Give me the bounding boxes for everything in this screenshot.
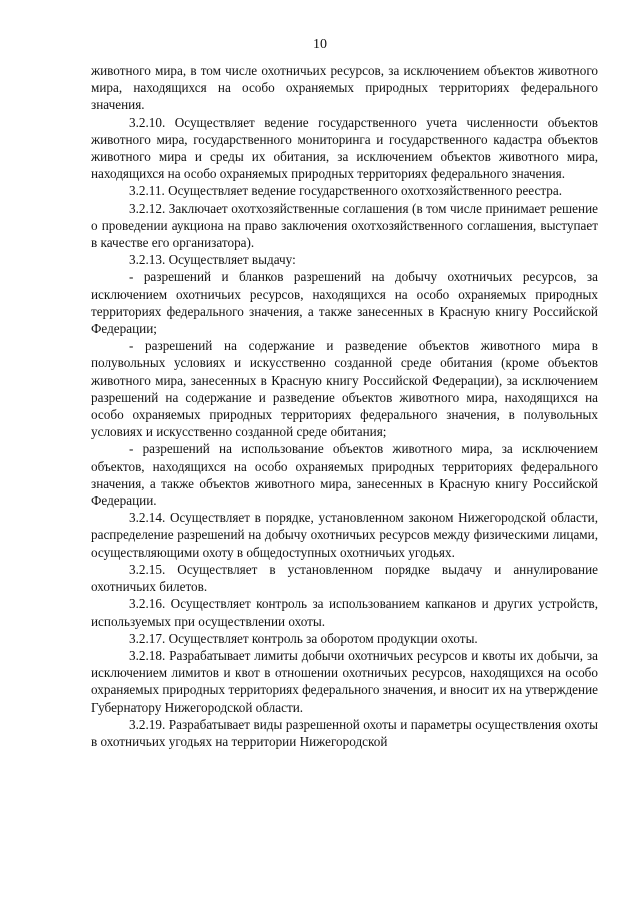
list-item-usage-permits: - разрешений на использование объектов животного мира, за исключением объектов, находящихся на особо охраняемых природных территориях федерального значения, а также объектов животного мира, занесенных в Красную книгу Российской Федерации. (91, 441, 598, 509)
paragraph-3-2-12: 3.2.12. Заключает охотхозяйственные соглашения (в том числе принимает решение о проведении аукциона на право заключения охотхозяйственного соглашения, выступает в качестве его организатора). (91, 200, 598, 251)
list-item-keeping-permits: - разрешений на содержание и разведение объектов животного мира в полувольных условиях и искусственно созданной среде обитания (кроме объектов животного мира, занесенных в Красную книгу Российской Федерации), за исключением разрешений на содержание и разведение объектов животного мира, находящихся на особо охраняемых природных территориях федерального значения, в полувольных условиях и искусственно созданной среде обитания; (91, 338, 598, 440)
paragraph-3-2-17: 3.2.17. Осуществляет контроль за оборотом продукции охоты. (129, 630, 478, 646)
paragraph-3-2-18: 3.2.18. Разрабатывает лимиты добычи охотничьих ресурсов и квоты их добычи, за исключением лимитов и квот в отношении охотничьих ресурсов, находящихся на особо охраняемых природных территориях федерального значения, и вносит их на утверждение Губернатору Нижегородской области. (91, 647, 598, 715)
paragraph-3-2-13: 3.2.13. Осуществляет выдачу: (129, 252, 296, 268)
paragraph-3-2-14: 3.2.14. Осуществляет в порядке, установленном законом Нижегородской области, распределение разрешений на добычу охотничьих ресурсов между физическими лицами, осуществляющими охоту в общедоступных охотничьих угодьях. (91, 510, 598, 560)
paragraph-3-2-19: 3.2.19. Разрабатывает виды разрешенной охоты и параметры осуществления охоты в охотничьих угодьях на территории Нижегородской (91, 716, 598, 749)
paragraph-continuation: животного мира, в том числе охотничьих ресурсов, за исключением объектов животного мира, находящихся на особо охраняемых природных территориях федерального значения. (91, 63, 598, 113)
paragraph-3-2-16: 3.2.16. Осуществляет контроль за использованием капканов и других устройств, используемых при осуществлении охоты. (91, 596, 598, 629)
list-item-hunting-permits: - разрешений и бланков разрешений на добычу охотничьих ресурсов, за исключением охотничьих ресурсов, находящихся на особо охраняемых природных территориях федерального значения, а также занесенных в Красную книгу Российской Федерации; (91, 269, 598, 337)
paragraph-3-2-15: 3.2.15. Осуществляет в установленном порядке выдачу и аннулирование охотничьих билетов. (91, 561, 598, 595)
page-number: 10 (313, 37, 327, 52)
paragraph-3-2-10: 3.2.10. Осуществляет ведение государственного учета численности объектов животного мира, государственного мониторинга и государственного кадастра объектов животного мира и среды их обитания, за исключением объектов животного мира, находящихся на особо охраняемых природных территориях федерального значения. (91, 114, 598, 182)
document-body (91, 62, 598, 750)
paragraph-3-2-11: 3.2.11. Осуществляет ведение государственного охотхозяйственного реестра. (129, 183, 562, 199)
